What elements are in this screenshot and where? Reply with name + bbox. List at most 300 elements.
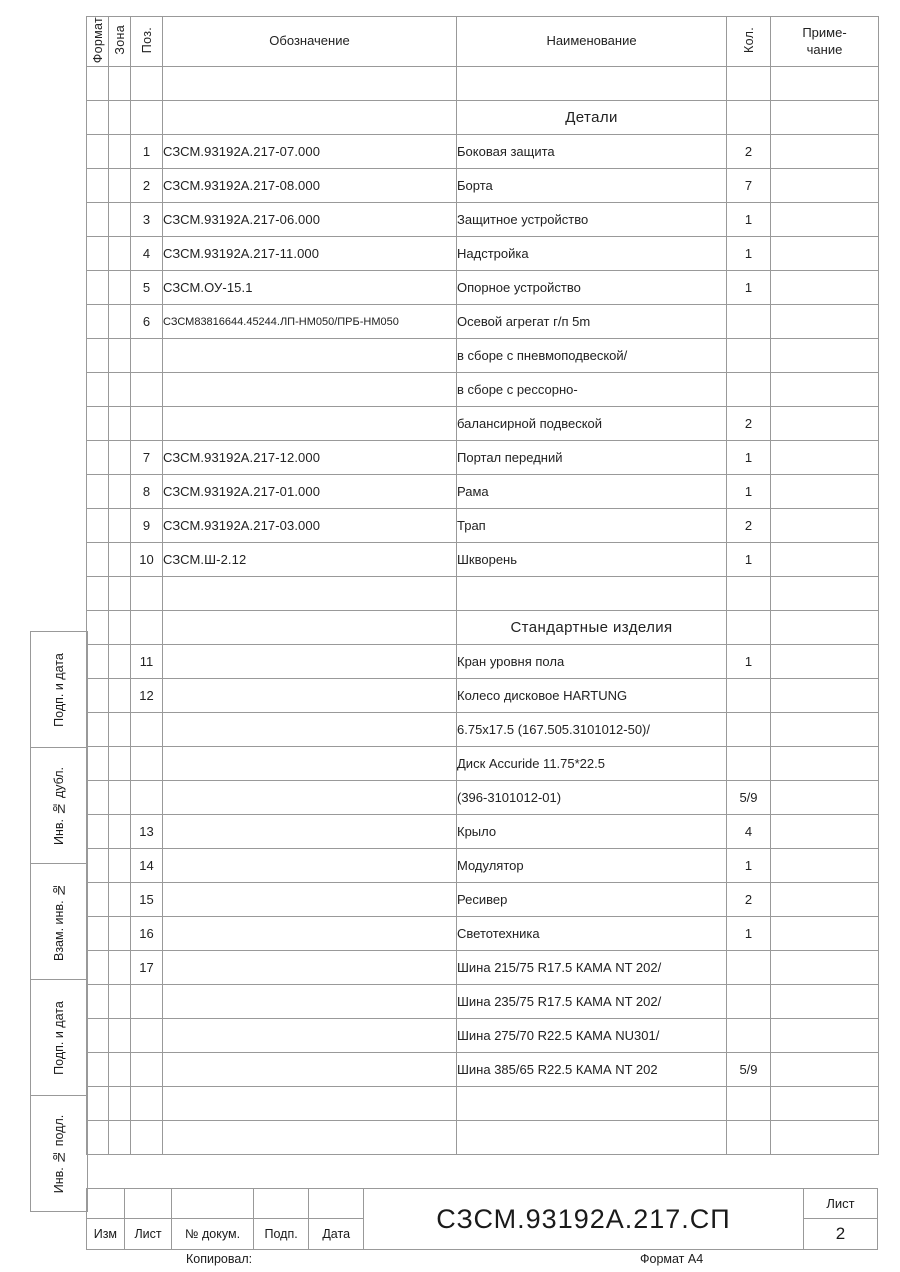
cell-primechanie <box>771 951 879 985</box>
cell-poz <box>131 611 163 645</box>
cell-poz <box>131 1053 163 1087</box>
cell-format <box>87 917 109 951</box>
cell-zona <box>109 815 131 849</box>
cell-primechanie <box>771 747 879 781</box>
strip-box-vzam-inv <box>31 864 87 980</box>
cell-naimenovanie: Шкворень <box>457 543 727 577</box>
cell-primechanie <box>771 407 879 441</box>
cell-format <box>87 883 109 917</box>
cell-poz: 16 <box>131 917 163 951</box>
cell-kol <box>727 1121 771 1155</box>
cell-oboznachenie <box>163 951 457 985</box>
cell-zona <box>109 135 131 169</box>
cell-zona <box>109 203 131 237</box>
cell-zona <box>109 475 131 509</box>
header-poz: Поз. <box>131 17 163 67</box>
table-row <box>87 1121 879 1155</box>
cell-oboznachenie <box>163 815 457 849</box>
cell-format <box>87 203 109 237</box>
cell-oboznachenie <box>163 67 457 101</box>
cell-naimenovanie <box>457 67 727 101</box>
table-row <box>87 781 879 815</box>
cell-primechanie <box>771 781 879 815</box>
strip-label: Инв. № подл. <box>52 1114 66 1193</box>
cell-zona <box>109 747 131 781</box>
cell-oboznachenie: СЗСМ.Ш-2.12 <box>163 543 457 577</box>
specification-table <box>86 16 879 1155</box>
cell-zona <box>109 407 131 441</box>
cell-primechanie <box>771 917 879 951</box>
cell-kol: 1 <box>727 645 771 679</box>
cell-format <box>87 747 109 781</box>
cell-poz: 3 <box>131 203 163 237</box>
revision-cell-list <box>125 1189 173 1218</box>
cell-naimenovanie: Осевой агрегат г/п 5m <box>457 305 727 339</box>
table-row <box>87 203 879 237</box>
title-block-revision-grid <box>86 1188 364 1250</box>
cell-primechanie <box>771 645 879 679</box>
cell-oboznachenie <box>163 1087 457 1121</box>
cell-format <box>87 713 109 747</box>
table-row <box>87 67 879 101</box>
cell-kol: 1 <box>727 237 771 271</box>
cell-zona <box>109 849 131 883</box>
table-row <box>87 679 879 713</box>
cell-naimenovanie: Модулятор <box>457 849 727 883</box>
cell-naimenovanie: Диск Accuride 11.75*22.5 <box>457 747 727 781</box>
footer-format: Формат А4 <box>640 1252 704 1266</box>
cell-primechanie <box>771 577 879 611</box>
header-naimenovanie: Наименование <box>457 17 727 67</box>
cell-kol <box>727 713 771 747</box>
cell-oboznachenie <box>163 611 457 645</box>
cell-format <box>87 679 109 713</box>
cell-zona <box>109 1121 131 1155</box>
cell-poz: 14 <box>131 849 163 883</box>
revision-row-headers <box>87 1219 363 1249</box>
cell-oboznachenie <box>163 577 457 611</box>
cell-zona <box>109 169 131 203</box>
cell-format <box>87 985 109 1019</box>
strip-label: Подп. и дата <box>52 1000 66 1075</box>
cell-oboznachenie: СЗСМ83816644.45244.ЛП-НМ050/ПРБ-НМ050 <box>163 305 457 339</box>
cell-zona <box>109 509 131 543</box>
cell-format <box>87 577 109 611</box>
cell-zona <box>109 373 131 407</box>
header-oboznachenie: Обозначение <box>163 17 457 67</box>
table-row <box>87 849 879 883</box>
cell-oboznachenie <box>163 781 457 815</box>
cell-poz: 12 <box>131 679 163 713</box>
table-row <box>87 237 879 271</box>
cell-primechanie <box>771 509 879 543</box>
cell-poz: 10 <box>131 543 163 577</box>
table-row <box>87 135 879 169</box>
header-primechanie-line1: Приме- <box>802 25 847 41</box>
cell-kol <box>727 577 771 611</box>
cell-poz <box>131 577 163 611</box>
cell-primechanie <box>771 543 879 577</box>
strip-label: Инв. № дубл. <box>52 766 66 845</box>
cell-zona <box>109 101 131 135</box>
cell-kol: 4 <box>727 815 771 849</box>
cell-kol <box>727 747 771 781</box>
cell-primechanie <box>771 203 879 237</box>
cell-format <box>87 781 109 815</box>
cell-zona <box>109 645 131 679</box>
cell-naimenovanie: Ресивер <box>457 883 727 917</box>
revision-cell-doc <box>172 1189 253 1218</box>
cell-kol <box>727 985 771 1019</box>
cell-zona <box>109 713 131 747</box>
cell-oboznachenie <box>163 1019 457 1053</box>
revision-row-empty <box>87 1189 363 1219</box>
cell-format <box>87 237 109 271</box>
cell-kol <box>727 339 771 373</box>
cell-poz: 8 <box>131 475 163 509</box>
cell-kol: 2 <box>727 407 771 441</box>
cell-kol <box>727 101 771 135</box>
cell-poz <box>131 1019 163 1053</box>
cell-kol <box>727 67 771 101</box>
strip-label: Взам. инв. № <box>52 882 66 961</box>
cell-kol <box>727 373 771 407</box>
table-row <box>87 747 879 781</box>
cell-primechanie <box>771 883 879 917</box>
cell-kol: 1 <box>727 441 771 475</box>
revision-cell-izm <box>87 1189 125 1218</box>
header-primechanie <box>771 17 879 67</box>
cell-poz: 9 <box>131 509 163 543</box>
cell-format <box>87 1019 109 1053</box>
cell-naimenovanie: Опорное устройство <box>457 271 727 305</box>
cell-kol: 1 <box>727 917 771 951</box>
cell-zona <box>109 781 131 815</box>
table-row <box>87 271 879 305</box>
cell-kol <box>727 951 771 985</box>
cell-kol: 1 <box>727 475 771 509</box>
table-row <box>87 509 879 543</box>
revision-cell-podp <box>254 1189 310 1218</box>
table-body <box>87 67 879 1155</box>
cell-zona <box>109 679 131 713</box>
table-header <box>87 17 879 67</box>
cell-naimenovanie: в сборе с пневмоподвеской/ <box>457 339 727 373</box>
sheet-number: 2 <box>835 1224 846 1243</box>
cell-format <box>87 1087 109 1121</box>
cell-oboznachenie <box>163 985 457 1019</box>
header-zona: Зона <box>109 17 131 67</box>
cell-oboznachenie <box>163 373 457 407</box>
cell-oboznachenie <box>163 747 457 781</box>
cell-format <box>87 951 109 985</box>
cell-poz <box>131 747 163 781</box>
cell-zona <box>109 577 131 611</box>
cell-primechanie <box>771 135 879 169</box>
cell-naimenovanie: Шина 385/65 R22.5 КАМА NT 202 <box>457 1053 727 1087</box>
cell-primechanie <box>771 1019 879 1053</box>
cell-primechanie <box>771 713 879 747</box>
cell-zona <box>109 951 131 985</box>
cell-oboznachenie <box>163 883 457 917</box>
cell-zona <box>109 543 131 577</box>
sheet-label: Лист <box>804 1189 877 1219</box>
cell-format <box>87 407 109 441</box>
cell-oboznachenie: СЗСМ.93192А.217-03.000 <box>163 509 457 543</box>
cell-format <box>87 135 109 169</box>
cell-naimenovanie: Крыло <box>457 815 727 849</box>
sheet-number-cell <box>804 1188 878 1250</box>
cell-format <box>87 441 109 475</box>
cell-poz <box>131 373 163 407</box>
cell-poz <box>131 985 163 1019</box>
table-row <box>87 475 879 509</box>
cell-primechanie <box>771 1053 879 1087</box>
table-row <box>87 645 879 679</box>
cell-oboznachenie <box>163 849 457 883</box>
table-row <box>87 373 879 407</box>
cell-kol: 5/9 <box>727 781 771 815</box>
cell-oboznachenie <box>163 679 457 713</box>
cell-poz <box>131 1087 163 1121</box>
cell-zona <box>109 883 131 917</box>
cell-naimenovanie: Боковая защита <box>457 135 727 169</box>
cell-oboznachenie: СЗСМ.93192А.217-11.000 <box>163 237 457 271</box>
cell-primechanie <box>771 849 879 883</box>
cell-poz: 11 <box>131 645 163 679</box>
label-izm: Изм <box>87 1219 125 1249</box>
table-row <box>87 917 879 951</box>
cell-format <box>87 543 109 577</box>
cell-format <box>87 645 109 679</box>
cell-naimenovanie: Светотехника <box>457 917 727 951</box>
cell-poz: 5 <box>131 271 163 305</box>
cell-oboznachenie: СЗСМ.93192А.217-06.000 <box>163 203 457 237</box>
revision-cell-data <box>309 1189 363 1218</box>
table-row <box>87 169 879 203</box>
table-row <box>87 713 879 747</box>
cell-kol: 1 <box>727 849 771 883</box>
cell-zona <box>109 1019 131 1053</box>
cell-format <box>87 373 109 407</box>
cell-primechanie <box>771 339 879 373</box>
cell-primechanie <box>771 815 879 849</box>
left-stamp-strip <box>30 631 88 1212</box>
cell-kol: 1 <box>727 543 771 577</box>
cell-kol <box>727 679 771 713</box>
cell-primechanie <box>771 611 879 645</box>
cell-poz <box>131 101 163 135</box>
cell-naimenovanie: Борта <box>457 169 727 203</box>
cell-poz <box>131 781 163 815</box>
header-primechanie-line2: чание <box>806 41 843 57</box>
cell-format <box>87 67 109 101</box>
header-format: Формат <box>87 17 109 67</box>
cell-section-title: Детали <box>457 101 727 135</box>
table-row <box>87 577 879 611</box>
cell-kol: 2 <box>727 883 771 917</box>
cell-primechanie <box>771 1087 879 1121</box>
cell-oboznachenie <box>163 713 457 747</box>
cell-zona <box>109 1087 131 1121</box>
table-row <box>87 305 879 339</box>
cell-poz <box>131 1121 163 1155</box>
cell-naimenovanie: (396-3101012-01) <box>457 781 727 815</box>
cell-section-title: Стандартные изделия <box>457 611 727 645</box>
cell-zona <box>109 611 131 645</box>
cell-primechanie <box>771 271 879 305</box>
title-block <box>86 1188 878 1250</box>
cell-format <box>87 169 109 203</box>
table-row <box>87 611 879 645</box>
strip-box-podp-i-data-2 <box>31 980 87 1096</box>
cell-kol: 2 <box>727 135 771 169</box>
cell-poz <box>131 407 163 441</box>
cell-naimenovanie: Защитное устройство <box>457 203 727 237</box>
cell-poz: 1 <box>131 135 163 169</box>
cell-format <box>87 815 109 849</box>
label-nomer-dokum: № докум. <box>172 1219 253 1249</box>
cell-poz: 17 <box>131 951 163 985</box>
cell-primechanie <box>771 985 879 1019</box>
cell-oboznachenie: СЗСМ.ОУ-15.1 <box>163 271 457 305</box>
strip-label: Подп. и дата <box>52 652 66 727</box>
cell-poz: 7 <box>131 441 163 475</box>
table-row <box>87 543 879 577</box>
cell-naimenovanie: балансирной подвеской <box>457 407 727 441</box>
cell-naimenovanie: в сборе с рессорно- <box>457 373 727 407</box>
header-kol: Кол. <box>727 17 771 67</box>
cell-naimenovanie: 6.75х17.5 (167.505.3101012-50)/ <box>457 713 727 747</box>
cell-zona <box>109 237 131 271</box>
cell-oboznachenie: СЗСМ.93192А.217-08.000 <box>163 169 457 203</box>
cell-oboznachenie <box>163 407 457 441</box>
cell-zona <box>109 441 131 475</box>
cell-format <box>87 305 109 339</box>
cell-poz: 6 <box>131 305 163 339</box>
cell-poz <box>131 67 163 101</box>
cell-naimenovanie: Шина 235/75 R17.5 КАМА NT 202/ <box>457 985 727 1019</box>
cell-primechanie <box>771 1121 879 1155</box>
cell-primechanie <box>771 373 879 407</box>
cell-oboznachenie <box>163 1053 457 1087</box>
cell-poz: 4 <box>131 237 163 271</box>
table-row <box>87 985 879 1019</box>
cell-format <box>87 611 109 645</box>
cell-kol: 1 <box>727 271 771 305</box>
cell-format <box>87 1121 109 1155</box>
cell-format <box>87 509 109 543</box>
cell-kol <box>727 305 771 339</box>
cell-naimenovanie: Надстройка <box>457 237 727 271</box>
cell-oboznachenie: СЗСМ.93192А.217-12.000 <box>163 441 457 475</box>
cell-poz <box>131 339 163 373</box>
cell-format <box>87 271 109 305</box>
cell-kol: 2 <box>727 509 771 543</box>
cell-format <box>87 475 109 509</box>
label-list: Лист <box>125 1219 173 1249</box>
cell-primechanie <box>771 441 879 475</box>
footer-copied: Копировал: <box>186 1252 253 1266</box>
document-code-cell <box>364 1188 804 1250</box>
cell-zona <box>109 67 131 101</box>
cell-naimenovanie: Шина 275/70 R22.5 КАМА NU301/ <box>457 1019 727 1053</box>
cell-naimenovanie: Рама <box>457 475 727 509</box>
document-code: СЗСМ.93192А.217.СП <box>436 1203 731 1234</box>
cell-primechanie <box>771 67 879 101</box>
cell-naimenovanie <box>457 1087 727 1121</box>
cell-zona <box>109 1053 131 1087</box>
cell-naimenovanie: Портал передний <box>457 441 727 475</box>
cell-zona <box>109 339 131 373</box>
table-row <box>87 441 879 475</box>
cell-primechanie <box>771 679 879 713</box>
cell-primechanie <box>771 101 879 135</box>
cell-poz: 2 <box>131 169 163 203</box>
table-row <box>87 1053 879 1087</box>
cell-zona <box>109 985 131 1019</box>
cell-oboznachenie: СЗСМ.93192А.217-07.000 <box>163 135 457 169</box>
cell-naimenovanie <box>457 577 727 611</box>
cell-poz <box>131 713 163 747</box>
table-row <box>87 883 879 917</box>
cell-oboznachenie: СЗСМ.93192А.217-01.000 <box>163 475 457 509</box>
cell-kol <box>727 611 771 645</box>
cell-kol: 5/9 <box>727 1053 771 1087</box>
strip-box-inv-podl <box>31 1096 87 1212</box>
cell-primechanie <box>771 237 879 271</box>
table-row <box>87 101 879 135</box>
cell-oboznachenie <box>163 917 457 951</box>
cell-naimenovanie: Кран уровня пола <box>457 645 727 679</box>
cell-naimenovanie: Шина 215/75 R17.5 КАМА NT 202/ <box>457 951 727 985</box>
cell-oboznachenie <box>163 339 457 373</box>
cell-oboznachenie <box>163 1121 457 1155</box>
strip-box-podp-i-data-1 <box>31 632 87 748</box>
cell-primechanie <box>771 169 879 203</box>
cell-primechanie <box>771 305 879 339</box>
cell-kol <box>727 1019 771 1053</box>
cell-poz: 13 <box>131 815 163 849</box>
table-row <box>87 951 879 985</box>
cell-poz: 15 <box>131 883 163 917</box>
cell-naimenovanie: Трап <box>457 509 727 543</box>
cell-format <box>87 339 109 373</box>
label-data: Дата <box>322 1227 351 1241</box>
table-row <box>87 1087 879 1121</box>
table-row <box>87 815 879 849</box>
cell-kol: 7 <box>727 169 771 203</box>
cell-primechanie <box>771 475 879 509</box>
cell-zona <box>109 305 131 339</box>
cell-format <box>87 1053 109 1087</box>
table-row <box>87 1019 879 1053</box>
table-row <box>87 339 879 373</box>
cell-zona <box>109 271 131 305</box>
strip-box-inv-dubl <box>31 748 87 864</box>
cell-naimenovanie: Колесо дисковое HARTUNG <box>457 679 727 713</box>
cell-kol: 1 <box>727 203 771 237</box>
cell-zona <box>109 917 131 951</box>
cell-naimenovanie <box>457 1121 727 1155</box>
table-row <box>87 407 879 441</box>
label-podp: Подп. <box>254 1219 310 1249</box>
cell-format <box>87 849 109 883</box>
cell-oboznachenie <box>163 101 457 135</box>
cell-oboznachenie <box>163 645 457 679</box>
cell-kol <box>727 1087 771 1121</box>
cell-format <box>87 101 109 135</box>
